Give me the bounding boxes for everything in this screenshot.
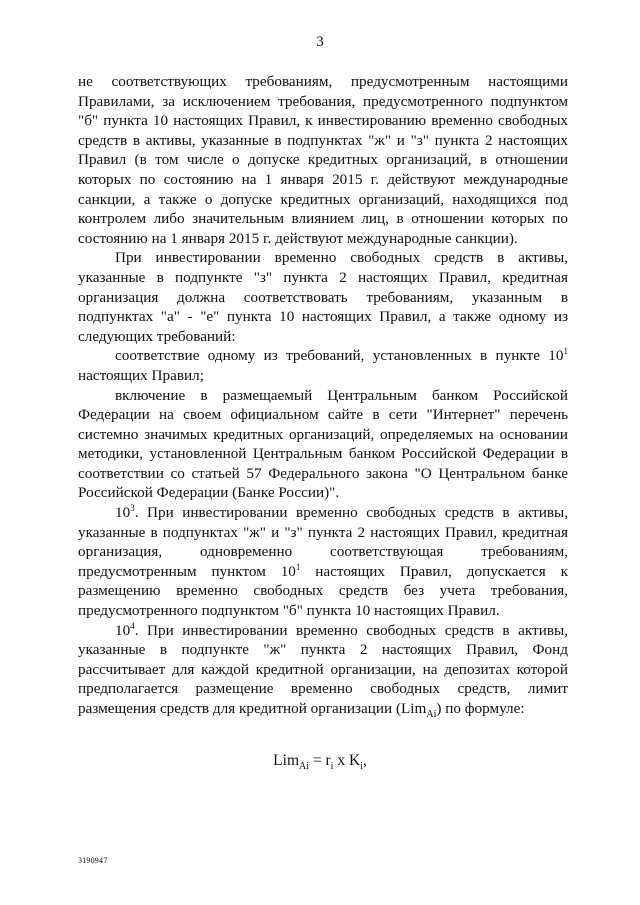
paragraph-text: соответствие одному из требований, установленных в пункте 10 <box>115 347 564 365</box>
page-number: 3 <box>316 34 324 50</box>
document-body <box>78 72 568 725</box>
paragraph-text: . При инвестировании временно свободных средств в активы, указанные в подпункте "ж" пункта 2 настоящих Правил, Фонд рассчитывает для каждой кредитной организации, на депозитах которой предполагается размещение временно свободных средств, лимит размещения средств для кредитной организации (Lim <box>78 621 568 717</box>
paragraph-text: ) по формуле: <box>436 700 525 717</box>
formula-sub-i: i <box>360 761 363 773</box>
limit-formula <box>0 752 640 772</box>
formula-times-k: x K <box>333 752 361 769</box>
clause-number: 10 <box>115 504 131 522</box>
superscript: 1 <box>563 346 568 357</box>
subscript: Ai <box>426 709 437 721</box>
formula-equals-r: = r <box>309 752 331 769</box>
superscript: 1 <box>295 561 301 572</box>
formula-comma: , <box>362 752 367 769</box>
formula-sub-i: i <box>330 761 334 773</box>
paragraph-10-3 <box>78 503 568 621</box>
paragraph-10-4 <box>78 621 568 725</box>
paragraph-systemic-banks: включение в размещаемый Центральным банком Российской Федерации на своем официальном сайте в сети "Интернет" перечень системно значимых кредитных организаций, определяемых на основании методики, установленной Центральным банком Российской Федерации в соответствии со статьей 57 Федерального закона "О Центральном банке Российской Федерации (Банке России)". <box>78 386 568 502</box>
formula-sub-ai: Ai <box>299 761 310 773</box>
paragraph-continued-text: не соответствующих требованиям, предусмотренным настоящими Правилами, за исключением требования, предусмотренного подпунктом "б" пункта 10 настоящих Правил, к инвестированию временно свободных средств в активы, указанные в подпунктах "ж" и "з" пункта 2 настоящих Правил (в том числе о допуске кредитных организаций, в отношении которых по состоянию на 1 января 2015 г. действуют международные санкции, а также о допуске кредитных организаций, находящихся под контролем либо значительным влиянием лиц, в отношении которых по состоянию на 1 января 2015 г. действуют международные санкции). <box>78 73 568 247</box>
clause-number: 10 <box>115 621 131 639</box>
paragraph-text: настоящих Правил; <box>78 366 204 384</box>
paragraph-text: . При инвестировании временно свободных средств в активы, указанные в подпунктах "ж" и "з" пункта 2 настоящих Правил, кредитная организация, одновременно соответствующая требованиям, предусмотренным пунктом 10 <box>78 504 568 580</box>
paragraph-z-requirements: При инвестировании временно свободных средств в активы, указанные в подпункте "з" пункта 2 настоящих Правил, кредитная организация должна соответствовать требованиям, указанным в подпунктах "а" - "е" пункта 10 настоящих Правил, а также одному из следующих требований: <box>78 249 568 345</box>
paragraph-text: настоящих Правил, допускается к размещению временно свободных средств без учета требования, предусмотренного подпунктом "б" пункта 10 настоящих Правил. <box>78 562 568 620</box>
superscript: 4 <box>130 620 135 631</box>
paragraph-compliance-10-1 <box>78 346 568 385</box>
document-code: 3190947 <box>78 856 108 865</box>
superscript: 3 <box>130 503 135 513</box>
formula-lim: Lim <box>273 752 300 769</box>
